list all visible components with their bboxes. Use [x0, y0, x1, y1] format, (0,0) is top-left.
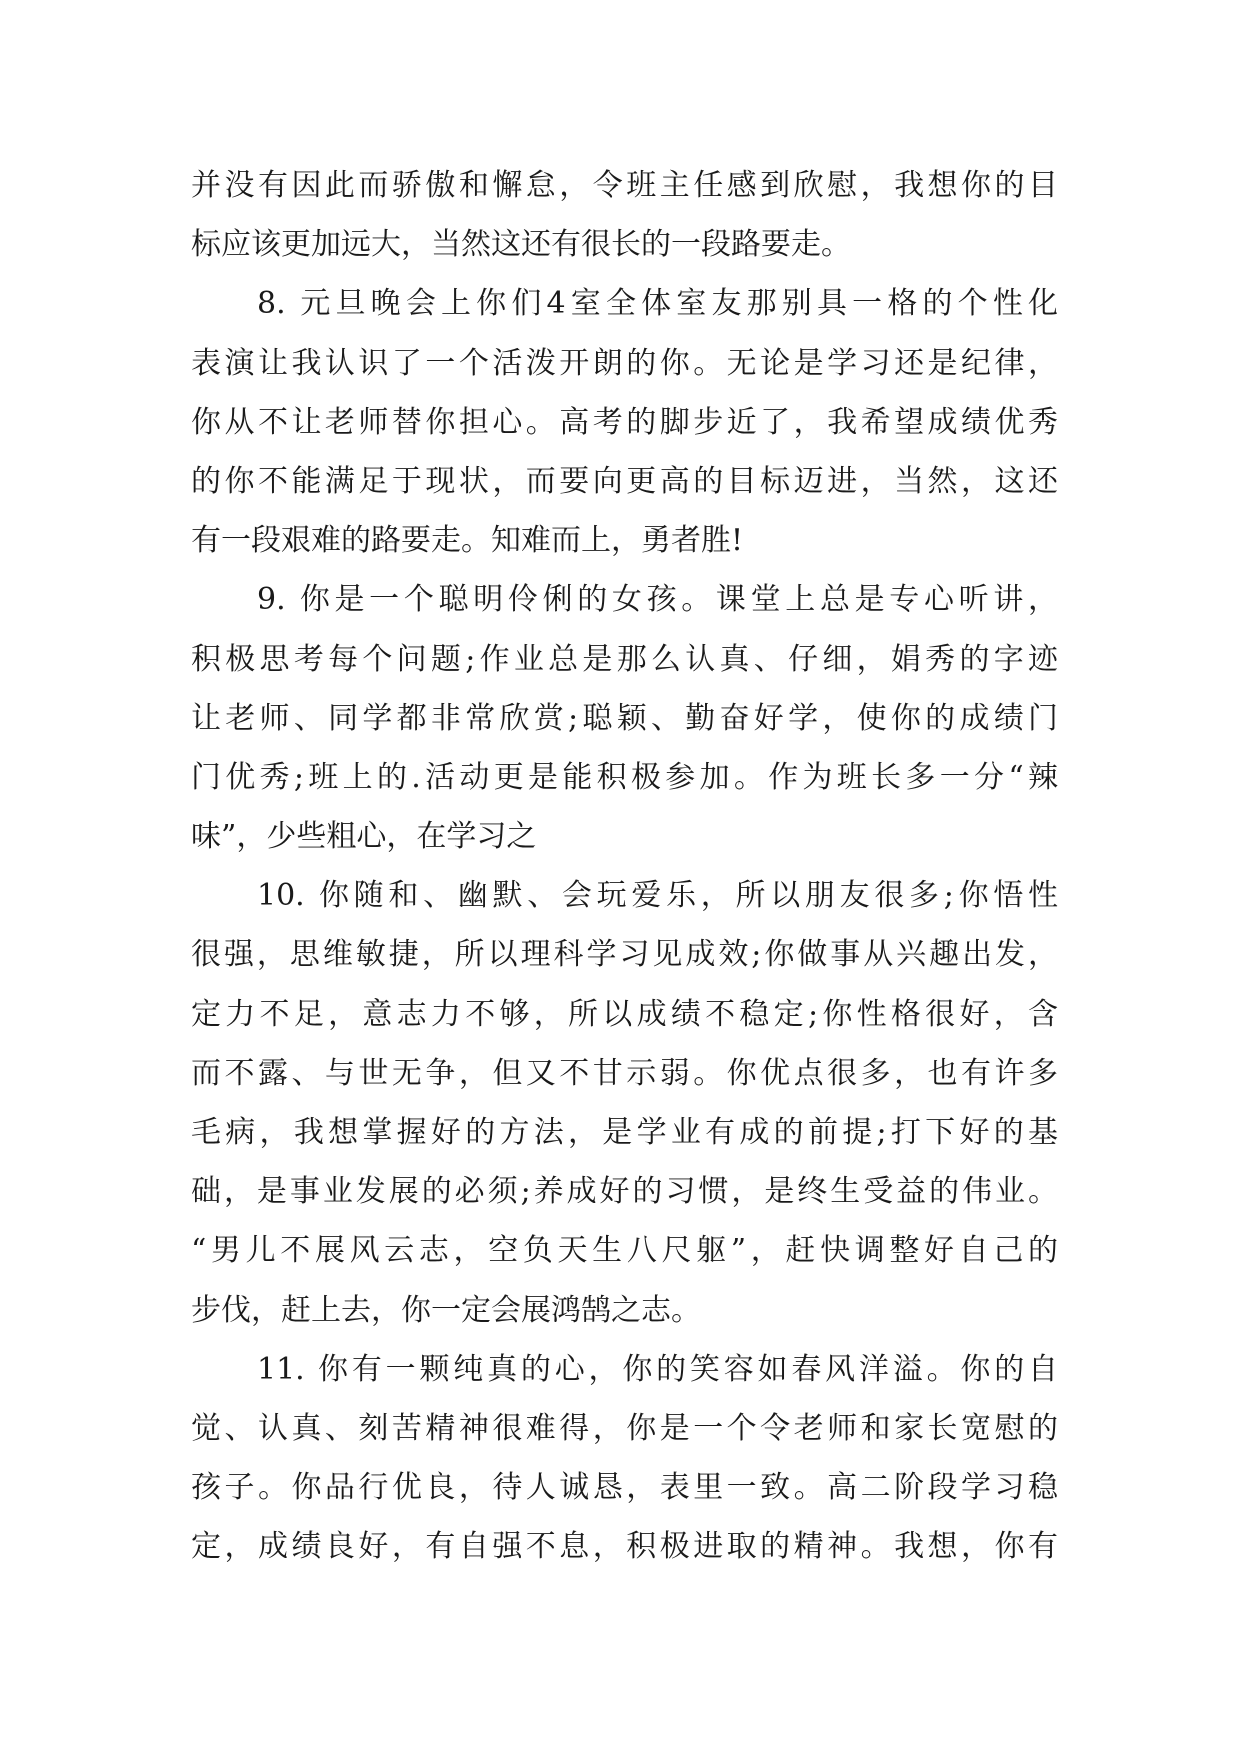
text-line: 并没有因此而骄傲和懈怠，令班主任感到欣慰，我想你的目: [191, 168, 1058, 203]
paragraph: [191, 866, 1058, 1340]
text-line: 孩子。你品行优良，待人诚恳，表里一致。高二阶段学习稳: [191, 1470, 1058, 1506]
text-line: 标应该更加远大，当然这还有很长的一段路要走。: [191, 227, 851, 263]
text-line: 的你不能满足于现状，而要向更高的目标迈进，当然，这还: [191, 463, 1058, 499]
text-line: 8. 元旦晚会上你们4室全体室友那别具一格的个性化: [257, 286, 1058, 322]
text-line: 础，是事业发展的必须;养成好的习惯，是终生受益的伟业。: [191, 1174, 1058, 1210]
paragraph: [191, 274, 1058, 570]
text-line: 11. 你有一颗纯真的心，你的笑容如春风洋溢。你的自: [257, 1351, 1058, 1387]
text-line: 你从不让老师替你担心。高考的脚步近了，我希望成绩优秀: [191, 404, 1058, 440]
text-line: 觉、认真、刻苦精神很难得，你是一个令老师和家长宽慰的: [191, 1410, 1058, 1446]
paragraph: [191, 156, 1058, 274]
text-line: 味”，少些粗心，在学习之: [191, 819, 537, 855]
body-text: [191, 156, 1058, 1577]
text-line: 积极思考每个问题;作业总是那么认真、仔细，娟秀的字迹: [191, 641, 1058, 677]
text-line: 表演让我认识了一个活泼开朗的你。无论是学习还是纪律，: [191, 345, 1058, 381]
text-line: “男儿不展风云志，空负天生八尺躯”，赶快调整好自己的: [191, 1233, 1058, 1269]
text-line: 定，成绩良好，有自强不息，积极进取的精神。我想，你有: [191, 1529, 1058, 1565]
text-line: 而不露、与世无争，但又不甘示弱。你优点很多，也有许多: [191, 1055, 1058, 1091]
text-line: 让老师、同学都非常欣赏;聪颖、勤奋好学，使你的成绩门: [191, 700, 1058, 736]
paragraph: [191, 1340, 1058, 1577]
text-line: 有一段艰难的路要走。知难而上，勇者胜!: [191, 523, 744, 559]
text-line: 门优秀;班上的.活动更是能积极参加。作为班长多一分“辣: [191, 759, 1058, 795]
text-line: 9. 你是一个聪明伶俐的女孩。课堂上总是专心听讲，: [257, 582, 1058, 618]
text-line: 很强，思维敏捷，所以理科学习见成效;你做事从兴趣出发，: [191, 937, 1058, 973]
paragraph: [191, 570, 1058, 866]
text-line: 10. 你随和、幽默、会玩爱乐，所以朋友很多;你悟性: [257, 878, 1058, 914]
text-line: 毛病，我想掌握好的方法，是学业有成的前提;打下好的基: [191, 1115, 1058, 1150]
text-line: 定力不足，意志力不够，所以成绩不稳定;你性格很好，含: [191, 996, 1058, 1032]
text-line: 步伐，赶上去，你一定会展鸿鹄之志。: [191, 1292, 701, 1328]
